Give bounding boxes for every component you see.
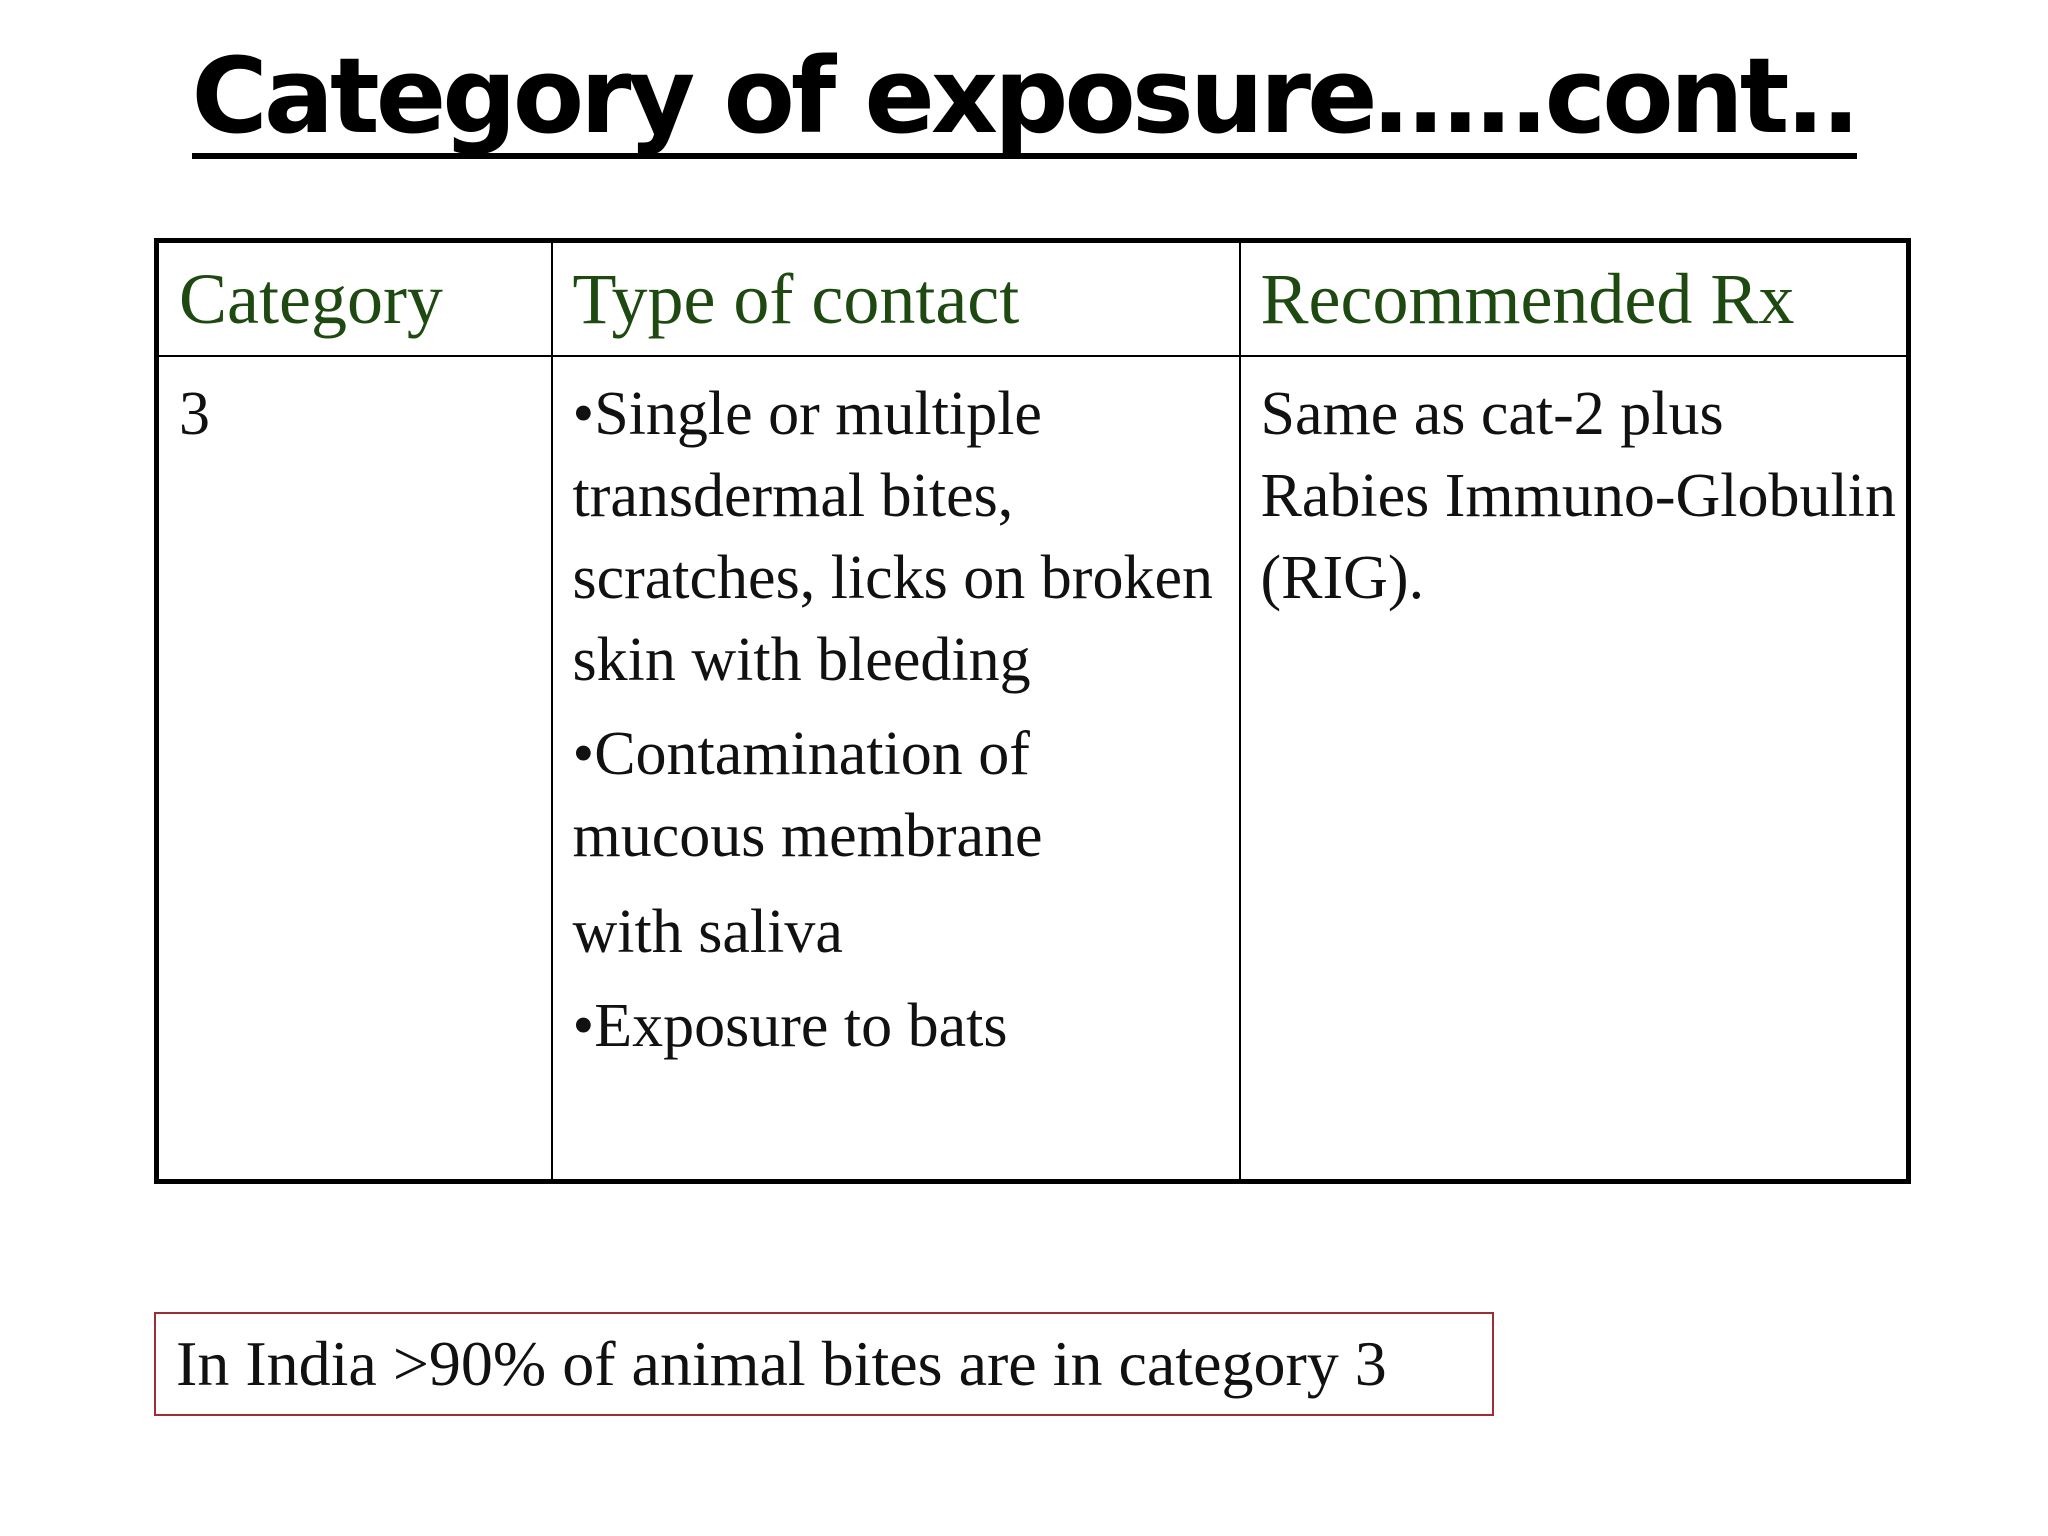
table-row	[157, 356, 1909, 1182]
cell-type-of-contact	[552, 356, 1240, 1182]
contact-item-contamination: •Contamination of mucous membrane	[572, 720, 1043, 870]
header-type-of-contact: Type of contact	[552, 241, 1240, 357]
header-row	[157, 241, 1909, 357]
header-recommended-rx: Recommended Rx	[1240, 241, 1909, 357]
slide-title-text: Category of exposure…..cont..	[191, 35, 1857, 157]
cell-category: 3	[157, 356, 552, 1182]
cell-recommended-rx: Same as cat-2 plus Rabies Immuno-Globulin (RIG).	[1240, 356, 1909, 1182]
header-category: Category	[157, 241, 552, 357]
exposure-category-table	[154, 238, 1911, 1184]
contact-item-bats: •Exposure to bats	[572, 992, 1008, 1060]
contact-item-saliva: with saliva	[572, 898, 843, 966]
table-header	[157, 241, 1909, 357]
contact-item-bites: •Single or multiple transdermal bites, scratches, licks on broken skin with bleeding	[572, 380, 1213, 694]
slide-title	[0, 36, 2048, 159]
note-box: In India >90% of animal bites are in category 3	[154, 1312, 1494, 1416]
